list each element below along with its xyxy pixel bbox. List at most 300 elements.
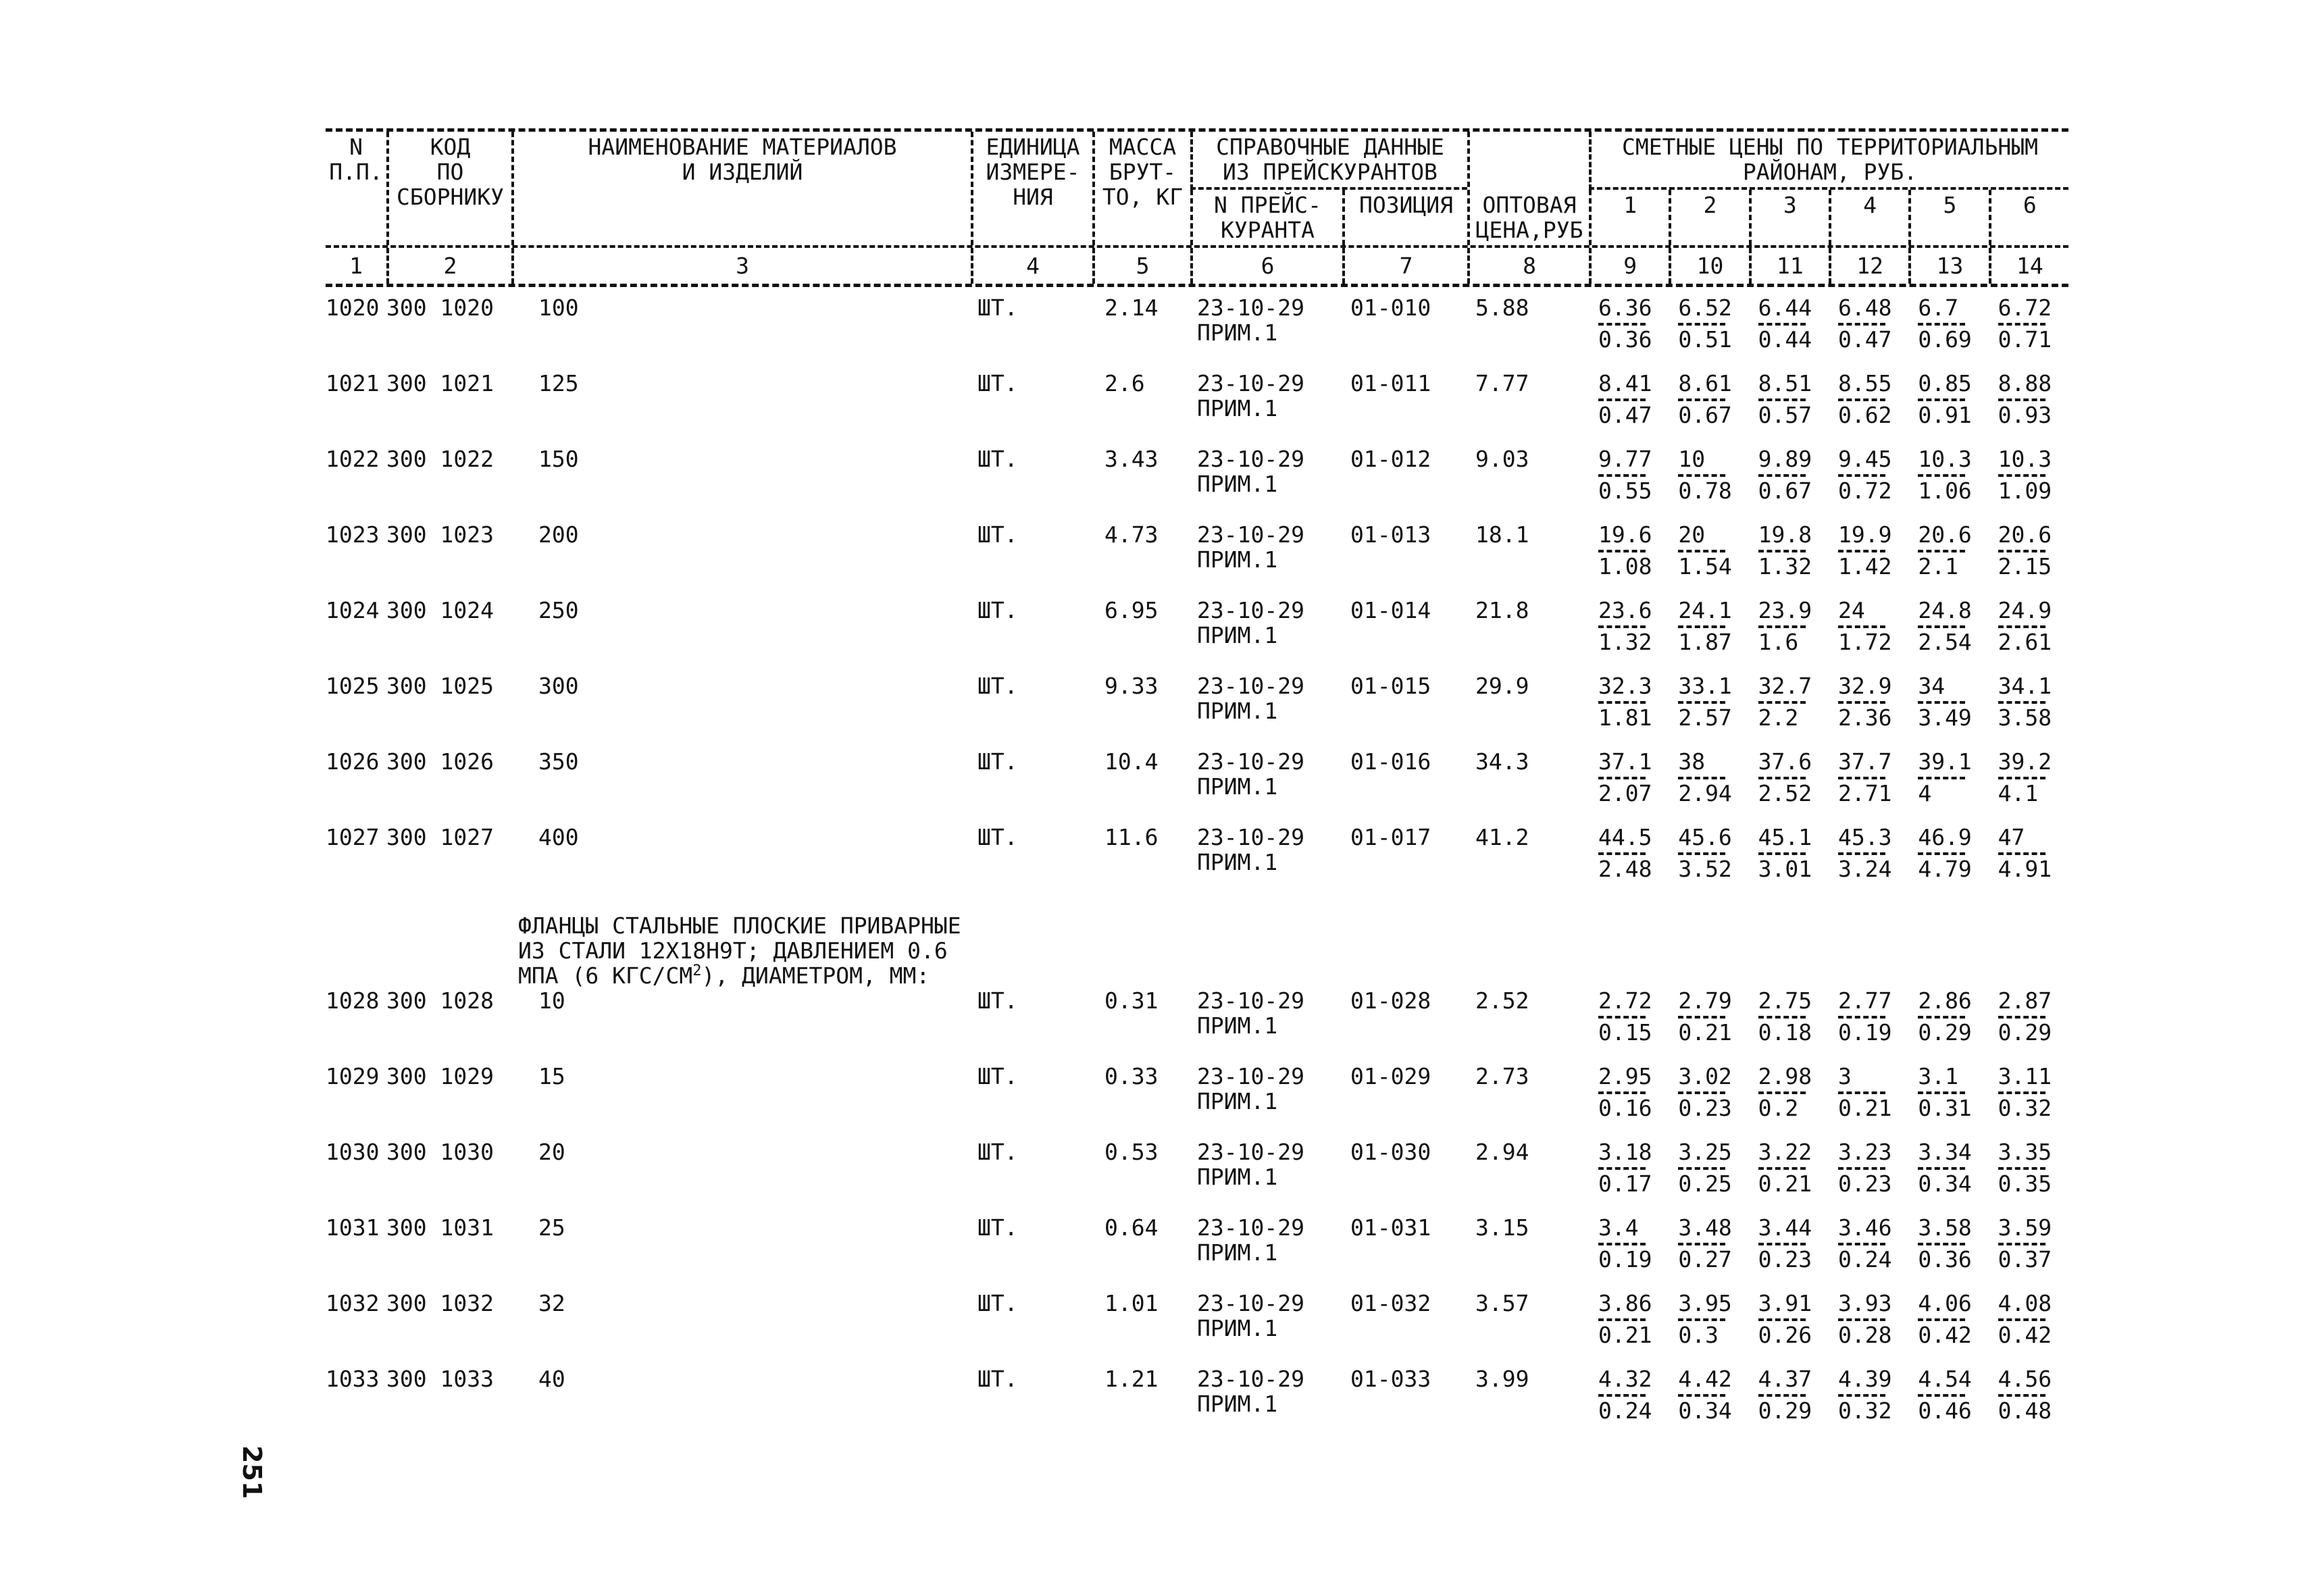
column-number: 2 [386, 248, 511, 284]
region-price-extra: 1.6 [1758, 629, 1799, 655]
row-number: 1028 [326, 987, 380, 1014]
row-region-price-5 [1908, 371, 1988, 446]
region-price-value: 4.56 [1998, 1366, 2052, 1392]
row-number: 1023 [326, 521, 380, 548]
row-wholesale-price: 3.57 [1475, 1290, 1529, 1316]
region-price-value: 3.44 [1758, 1214, 1812, 1241]
fraction-rule [1598, 323, 1646, 326]
region-price-extra: 0.21 [1598, 1322, 1652, 1348]
row-name: 15 [538, 1063, 565, 1089]
row-code: 300 1033 [386, 1366, 494, 1392]
row-code: 300 1025 [386, 673, 494, 699]
region-price-extra: 0.21 [1838, 1095, 1892, 1121]
column-number: 14 [1989, 248, 2068, 284]
fraction-rule [1678, 852, 1725, 855]
region-price-value: 3.18 [1598, 1139, 1652, 1165]
row-region-price-2 [1669, 295, 1748, 371]
row-region-price-2 [1669, 598, 1748, 673]
row-region-price-3 [1749, 295, 1829, 371]
row-position: 01-010 [1350, 294, 1431, 321]
row-region-price-1 [1589, 522, 1669, 598]
table-row [326, 1064, 2068, 1139]
row-code: 300 1026 [386, 748, 494, 775]
fraction-rule [1998, 1016, 2045, 1019]
fraction-rule [1998, 550, 2045, 552]
fraction-rule [1758, 550, 1806, 552]
region-price-extra: 0.2 [1758, 1095, 1799, 1121]
row-region-price-6 [1989, 1215, 2068, 1291]
region-price-extra: 1.81 [1598, 704, 1652, 731]
fraction-rule [1598, 852, 1646, 855]
region-price-extra: 0.29 [1918, 1019, 1972, 1046]
row-region-price-6 [1989, 446, 2068, 522]
fraction-rule [1998, 474, 2045, 477]
region-price-value: 6.48 [1838, 294, 1892, 321]
row-region-price-5 [1908, 598, 1988, 673]
region-price-extra: 0.72 [1838, 478, 1892, 504]
header-region-group: СМЕТНЫЕ ЦЕНЫ ПО ТЕРРИТОРИАЛЬНЫМ РАЙОНАМ, РУБ. [1589, 132, 2068, 190]
row-wholesale-price: 34.3 [1475, 748, 1529, 775]
row-region-price-6 [1989, 1291, 2068, 1366]
region-price-extra: 0.23 [1758, 1246, 1812, 1272]
region-price-extra: 0.29 [1998, 1019, 2052, 1046]
row-region-price-5 [1908, 673, 1988, 749]
region-price-extra: 1.42 [1838, 553, 1892, 580]
row-region-price-5 [1908, 1064, 1988, 1139]
row-pricelist [1190, 988, 1342, 1064]
region-price-value: 8.88 [1998, 370, 2052, 396]
region-price-value: 4.39 [1838, 1366, 1892, 1392]
fraction-rule [1758, 1318, 1806, 1321]
fraction-rule [1758, 625, 1806, 628]
row-number: 1021 [326, 370, 380, 396]
row-name: 100 [538, 294, 579, 321]
region-price-value: 8.61 [1678, 370, 1732, 396]
region-price-extra: 4 [1918, 780, 1932, 806]
fraction-rule [1838, 1016, 1885, 1019]
region-price-value: 3.35 [1998, 1139, 2052, 1165]
region-price-extra: 0.42 [1918, 1322, 1972, 1348]
row-unit: ШТ. [977, 1290, 1018, 1316]
region-price-value: 0.85 [1918, 370, 1972, 396]
header-col-unit: ЕДИНИЦА ИЗМЕРЕ- НИЯ [971, 132, 1092, 245]
fraction-rule [1918, 1091, 1965, 1094]
row-region-price-2 [1669, 988, 1748, 1064]
row-region-price-2 [1669, 1366, 1748, 1442]
row-wholesale-price: 18.1 [1475, 521, 1529, 548]
region-price-value: 3.93 [1838, 1290, 1892, 1316]
region-price-extra: 0.29 [1758, 1397, 1812, 1424]
header-col-name: НАИМЕНОВАНИЕ МАТЕРИАЛОВ И ИЗДЕЛИЙ [511, 132, 971, 245]
fraction-rule [1758, 1091, 1806, 1094]
column-number: 4 [971, 248, 1092, 284]
region-price-value: 10.3 [1998, 446, 2052, 472]
fraction-rule [1678, 1318, 1725, 1321]
row-unit: ШТ. [977, 1139, 1018, 1165]
row-name: 250 [538, 597, 579, 623]
region-price-value: 2.72 [1598, 987, 1652, 1014]
row-region-price-1 [1589, 673, 1669, 749]
row-wholesale-price: 7.77 [1475, 370, 1529, 396]
header-reference-group: СПРАВОЧНЫЕ ДАННЫЕ ИЗ ПРЕЙСКУРАНТОВ [1190, 132, 1467, 190]
row-name: 32 [538, 1290, 565, 1316]
section-heading-line-1: ФЛАНЦЫ СТАЛЬНЫЕ ПЛОСКИЕ ПРИВАРНЫЕ [518, 912, 961, 939]
region-price-value: 6.72 [1998, 294, 2052, 321]
row-unit: ШТ. [977, 824, 1018, 850]
row-pricelist [1190, 749, 1342, 825]
region-price-value: 3.86 [1598, 1290, 1652, 1316]
region-price-extra: 0.32 [1998, 1095, 2052, 1121]
section-heading-line-3b: ), ДИАМЕТРОМ, ММ: [701, 962, 930, 989]
region-price-value: 4.42 [1678, 1366, 1732, 1392]
region-price-value: 3.02 [1678, 1063, 1732, 1089]
row-unit: ШТ. [977, 521, 1018, 548]
row-number: 1025 [326, 673, 380, 699]
fraction-rule [1758, 1167, 1806, 1170]
row-mass: 6.95 [1104, 597, 1159, 623]
region-price-extra: 0.23 [1678, 1095, 1732, 1121]
fraction-rule [1598, 1394, 1646, 1397]
fraction-rule [1758, 1016, 1806, 1019]
region-price-value: 4.54 [1918, 1366, 1972, 1392]
row-position: 01-012 [1350, 446, 1431, 472]
fraction-rule [1918, 398, 1965, 401]
row-name: 350 [538, 748, 579, 775]
region-price-extra: 0.24 [1598, 1397, 1652, 1424]
region-price-value: 3.1 [1918, 1063, 1958, 1089]
region-price-value: 9.45 [1838, 446, 1892, 472]
row-region-price-4 [1829, 825, 1908, 900]
row-code: 300 1020 [386, 294, 494, 321]
header-col-position: ПОЗИЦИЯ [1342, 190, 1467, 245]
fraction-rule [1678, 1394, 1725, 1397]
region-price-extra: 0.36 [1598, 326, 1652, 353]
region-price-value: 32.3 [1598, 673, 1652, 699]
fraction-rule [1918, 777, 1965, 779]
region-price-extra: 3.58 [1998, 704, 2052, 731]
row-region-price-1 [1589, 295, 1669, 371]
row-mass: 0.31 [1104, 987, 1159, 1014]
region-price-value: 6.52 [1678, 294, 1732, 321]
region-price-extra: 0.51 [1678, 326, 1732, 353]
fraction-rule [1838, 1318, 1885, 1321]
fraction-rule [1598, 1318, 1646, 1321]
row-pricelist-number: 23-10-29 [1197, 1290, 1304, 1316]
region-price-extra: 0.67 [1758, 478, 1812, 504]
region-price-extra: 0.18 [1758, 1019, 1812, 1046]
fraction-rule [1838, 1243, 1885, 1245]
region-price-extra: 0.47 [1598, 402, 1652, 428]
table-row [326, 1291, 2068, 1366]
row-pricelist [1190, 446, 1342, 522]
region-price-extra: 0.78 [1678, 478, 1732, 504]
region-price-extra: 2.15 [1998, 553, 2052, 580]
row-pricelist-note: ПРИМ.1 [1197, 1012, 1278, 1039]
row-number: 1026 [326, 748, 380, 775]
region-price-value: 3.59 [1998, 1214, 2052, 1241]
fraction-rule [1918, 474, 1965, 477]
fraction-rule [1918, 625, 1965, 628]
table-row [326, 749, 2068, 825]
row-region-price-3 [1749, 1064, 1829, 1139]
row-position: 01-031 [1350, 1214, 1431, 1241]
row-region-price-2 [1669, 1064, 1748, 1139]
price-table [326, 128, 2068, 1442]
region-price-value: 24 [1838, 597, 1865, 623]
row-region-price-6 [1989, 673, 2068, 749]
row-number: 1031 [326, 1214, 380, 1241]
region-price-value: 32.7 [1758, 673, 1812, 699]
row-region-price-2 [1669, 1139, 1748, 1215]
row-pricelist [1190, 1291, 1342, 1366]
row-wholesale-price: 5.88 [1475, 294, 1529, 321]
row-region-price-3 [1749, 988, 1829, 1064]
header-col-number: N П.П. [329, 134, 383, 185]
fraction-rule [1998, 1243, 2045, 1245]
fraction-rule [1678, 777, 1725, 779]
row-region-price-1 [1589, 598, 1669, 673]
row-pricelist-note: ПРИМ.1 [1197, 1164, 1278, 1190]
fraction-rule [1918, 1318, 1965, 1321]
section-heading-line-3 [518, 963, 1589, 988]
fraction-rule [1918, 1016, 1965, 1019]
fraction-rule [1678, 625, 1725, 628]
column-number: 13 [1908, 248, 1988, 284]
fraction-rule [1678, 550, 1725, 552]
row-region-price-4 [1829, 1215, 1908, 1291]
fraction-rule [1998, 701, 2045, 704]
fraction-rule [1758, 1243, 1806, 1245]
row-pricelist-note: ПРИМ.1 [1197, 1391, 1278, 1417]
row-region-price-4 [1829, 446, 1908, 522]
row-region-price-2 [1669, 371, 1748, 446]
region-price-value: 19.8 [1758, 521, 1812, 548]
header-bottom-rule [326, 284, 2068, 287]
region-price-value: 2.77 [1838, 987, 1892, 1014]
region-price-value: 39.2 [1998, 748, 2052, 775]
region-price-value: 37.6 [1758, 748, 1812, 775]
region-price-extra: 0.37 [1998, 1246, 2052, 1272]
region-price-value: 2.87 [1998, 987, 2052, 1014]
page-number: 251 [237, 1445, 267, 1499]
row-region-price-6 [1989, 1064, 2068, 1139]
region-price-extra: 0.26 [1758, 1322, 1812, 1348]
table-header [326, 132, 2068, 245]
region-price-extra: 2.36 [1838, 704, 1892, 731]
fraction-rule [1598, 398, 1646, 401]
row-region-price-2 [1669, 749, 1748, 825]
row-position: 01-011 [1350, 370, 1431, 396]
fraction-rule [1918, 701, 1965, 704]
row-pricelist-number: 23-10-29 [1197, 824, 1304, 850]
row-region-price-4 [1829, 522, 1908, 598]
region-price-extra: 2.54 [1918, 629, 1972, 655]
row-number: 1020 [326, 294, 380, 321]
row-region-price-3 [1749, 1291, 1829, 1366]
section-heading [511, 913, 1589, 988]
row-region-price-5 [1908, 1139, 1988, 1215]
table-row [326, 446, 2068, 522]
region-price-value: 20.6 [1998, 521, 2052, 548]
row-pricelist-note: ПРИМ.1 [1197, 395, 1278, 421]
region-price-extra: 0.46 [1918, 1397, 1972, 1424]
row-code: 300 1032 [386, 1290, 494, 1316]
row-number: 1027 [326, 824, 380, 850]
row-unit: ШТ. [977, 987, 1018, 1014]
region-price-extra: 2.52 [1758, 780, 1812, 806]
row-name: 125 [538, 370, 579, 396]
row-position: 01-032 [1350, 1290, 1431, 1316]
row-wholesale-price: 21.8 [1475, 597, 1529, 623]
table-row [326, 1215, 2068, 1291]
row-mass: 1.21 [1104, 1366, 1159, 1392]
region-price-extra: 0.44 [1758, 326, 1812, 353]
fraction-rule [1758, 701, 1806, 704]
row-name: 400 [538, 824, 579, 850]
fraction-rule [1918, 852, 1965, 855]
region-price-extra: 0.3 [1678, 1322, 1719, 1348]
row-wholesale-price: 3.15 [1475, 1214, 1529, 1241]
fraction-rule [1678, 323, 1725, 326]
row-position: 01-028 [1350, 987, 1431, 1014]
region-price-value: 9.77 [1598, 446, 1652, 472]
region-price-extra: 4.1 [1998, 780, 2039, 806]
fraction-rule [1838, 323, 1885, 326]
region-price-extra: 0.16 [1598, 1095, 1652, 1121]
region-price-value: 37.1 [1598, 748, 1652, 775]
row-region-price-5 [1908, 1291, 1988, 1366]
fraction-rule [1598, 777, 1646, 779]
fraction-rule [1598, 1016, 1646, 1019]
region-price-extra: 2.57 [1678, 704, 1732, 731]
row-region-price-1 [1589, 749, 1669, 825]
region-price-extra: 4.79 [1918, 856, 1972, 882]
row-pricelist-number: 23-10-29 [1197, 294, 1304, 321]
row-region-price-2 [1669, 825, 1748, 900]
fraction-rule [1678, 1167, 1725, 1170]
region-price-extra: 0.57 [1758, 402, 1812, 428]
table-row [326, 825, 2068, 900]
row-name: 10 [538, 987, 565, 1014]
region-price-extra: 0.62 [1838, 402, 1892, 428]
column-number: 12 [1829, 248, 1908, 284]
row-name: 300 [538, 673, 579, 699]
region-price-extra: 0.31 [1918, 1095, 1972, 1121]
row-mass: 0.64 [1104, 1214, 1159, 1241]
row-pricelist-number: 23-10-29 [1197, 1214, 1304, 1241]
region-price-extra: 1.08 [1598, 553, 1652, 580]
row-region-price-6 [1989, 749, 2068, 825]
fraction-rule [1758, 398, 1806, 401]
fraction-rule [1678, 1243, 1725, 1245]
fraction-rule [1998, 1091, 2045, 1094]
row-unit: ШТ. [977, 446, 1018, 472]
column-number: 5 [1092, 248, 1190, 284]
row-region-price-3 [1749, 371, 1829, 446]
row-region-price-1 [1589, 1139, 1669, 1215]
row-unit: ШТ. [977, 1214, 1018, 1241]
region-price-extra: 0.21 [1758, 1170, 1812, 1197]
row-pricelist-number: 23-10-29 [1197, 446, 1304, 472]
row-wholesale-price: 2.52 [1475, 987, 1529, 1014]
row-region-price-4 [1829, 988, 1908, 1064]
fraction-rule [1838, 474, 1885, 477]
fraction-rule [1598, 1167, 1646, 1170]
region-price-value: 3.58 [1918, 1214, 1972, 1241]
region-price-value: 19.9 [1838, 521, 1892, 548]
region-price-value: 6.44 [1758, 294, 1812, 321]
row-position: 01-014 [1350, 597, 1431, 623]
region-price-value: 23.9 [1758, 597, 1812, 623]
region-price-extra: 0.21 [1678, 1019, 1732, 1046]
region-price-value: 3.46 [1838, 1214, 1892, 1241]
row-position: 01-016 [1350, 748, 1431, 775]
region-price-value: 32.9 [1838, 673, 1892, 699]
region-price-value: 3.95 [1678, 1290, 1732, 1316]
fraction-rule [1598, 550, 1646, 552]
row-code: 300 1023 [386, 521, 494, 548]
row-region-price-5 [1908, 1215, 1988, 1291]
row-unit: ШТ. [977, 1366, 1018, 1392]
row-wholesale-price: 2.73 [1475, 1063, 1529, 1089]
region-price-extra: 0.15 [1598, 1019, 1652, 1046]
row-code: 300 1022 [386, 446, 494, 472]
row-region-price-6 [1989, 1366, 2068, 1442]
fraction-rule [1838, 777, 1885, 779]
region-price-value: 24.8 [1918, 597, 1972, 623]
column-number: 10 [1669, 248, 1748, 284]
row-mass: 9.33 [1104, 673, 1159, 699]
region-price-value: 34.1 [1998, 673, 2052, 699]
row-region-price-4 [1829, 598, 1908, 673]
table-row [326, 598, 2068, 673]
fraction-rule [1998, 1167, 2045, 1170]
region-price-extra: 0.42 [1998, 1322, 2052, 1348]
region-price-extra: 1.87 [1678, 629, 1732, 655]
row-region-price-3 [1749, 598, 1829, 673]
row-pricelist-note: ПРИМ.1 [1197, 319, 1278, 346]
row-position: 01-015 [1350, 673, 1431, 699]
row-position: 01-030 [1350, 1139, 1431, 1165]
fraction-rule [1838, 398, 1885, 401]
region-price-extra: 0.17 [1598, 1170, 1652, 1197]
row-region-price-5 [1908, 749, 1988, 825]
column-number: 1 [349, 253, 363, 279]
fraction-rule [1678, 701, 1725, 704]
row-region-price-2 [1669, 673, 1748, 749]
row-region-price-3 [1749, 1139, 1829, 1215]
region-price-value: 45.6 [1678, 824, 1732, 850]
section-heading-row [326, 900, 2068, 988]
row-unit: ШТ. [977, 1063, 1018, 1089]
row-region-price-5 [1908, 825, 1988, 900]
row-region-price-6 [1989, 1139, 2068, 1215]
region-price-value: 44.5 [1598, 824, 1652, 850]
row-region-price-2 [1669, 446, 1748, 522]
row-code: 300 1031 [386, 1214, 494, 1241]
row-region-price-6 [1989, 371, 2068, 446]
region-price-extra: 0.34 [1918, 1170, 1972, 1197]
fraction-rule [1998, 1318, 2045, 1321]
row-unit: ШТ. [977, 370, 1018, 396]
row-number: 1030 [326, 1139, 380, 1165]
fraction-rule [1598, 1091, 1646, 1094]
region-price-value: 20.6 [1918, 521, 1972, 548]
region-price-extra: 1.09 [1998, 478, 2052, 504]
region-price-extra: 0.28 [1838, 1322, 1892, 1348]
region-price-extra: 0.27 [1678, 1246, 1732, 1272]
fraction-rule [1838, 701, 1885, 704]
